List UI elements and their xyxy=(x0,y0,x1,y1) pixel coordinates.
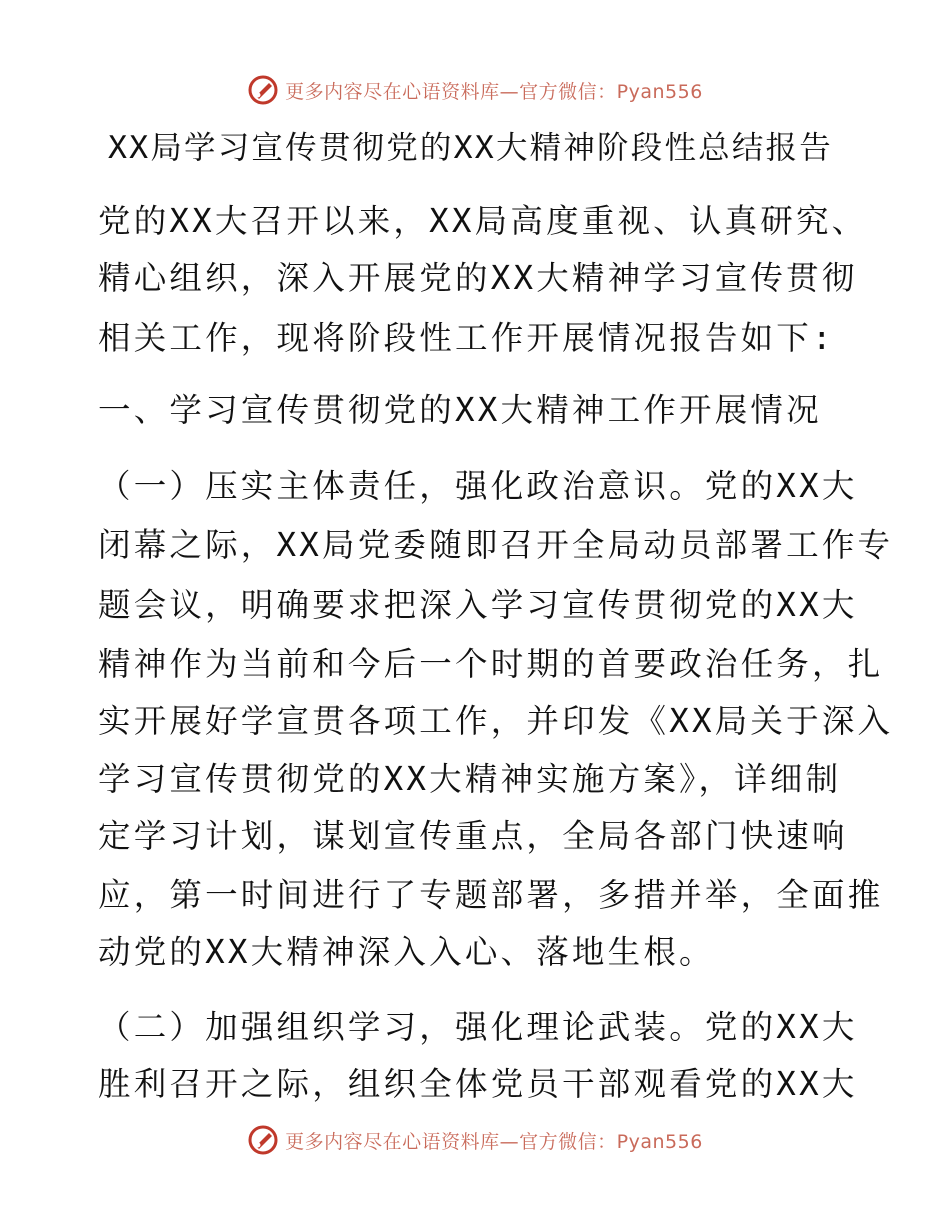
section-heading: 一、学习宣传贯彻党的XX大精神工作开展情况 xyxy=(98,391,822,429)
part1-line-4: 精神作为当前和今后一个时期的首要政治任务，扎 xyxy=(98,645,884,683)
watermark-footer xyxy=(0,1120,950,1160)
watermark-text: 更多内容尽在心语资料库—官方微信：Pyan556 xyxy=(285,1130,703,1153)
document-title: XX局学习宣传贯彻党的XX大精神阶段性总结报告 xyxy=(108,130,833,166)
part1-line-9: 动党的XX大精神深入入心、落地生根。 xyxy=(98,933,715,971)
part1-line-8: 应，第一时间进行了专题部署，多措并举，全面推 xyxy=(98,876,884,914)
part1-line-1: （一）压实主体责任，强化政治意识。党的XX大 xyxy=(98,467,858,505)
part1-line-3: 题会议，明确要求把深入学习宣传贯彻党的XX大 xyxy=(98,586,858,624)
part1-line-7: 定学习计划，谋划宣传重点，全局各部门快速响 xyxy=(98,817,848,855)
part2-line-1: （二）加强组织学习，强化理论武装。党的XX大 xyxy=(98,1008,858,1046)
part1-line-5: 实开展好学宣贯各项工作，并印发《XX局关于深入 xyxy=(98,702,894,740)
intro-line-1: 党的XX大召开以来，XX局高度重视、认真研究、 xyxy=(98,202,868,240)
watermark-text: 更多内容尽在心语资料库—官方微信：Pyan556 xyxy=(285,80,703,103)
part1-line-2: 闭幕之际，XX局党委随即召开全局动员部署工作专 xyxy=(98,526,894,564)
part1-line-6: 学习宣传贯彻党的XX大精神实施方案》，详细制 xyxy=(98,760,842,798)
intro-line-3: 相关工作，现将阶段性工作开展情况报告如下: xyxy=(98,319,835,357)
brand-logo-icon xyxy=(247,1124,279,1156)
part2-line-2: 胜利召开之际，组织全体党员干部观看党的XX大 xyxy=(98,1065,858,1103)
intro-line-2: 精心组织，深入开展党的XX大精神学习宣传贯彻 xyxy=(98,259,858,297)
